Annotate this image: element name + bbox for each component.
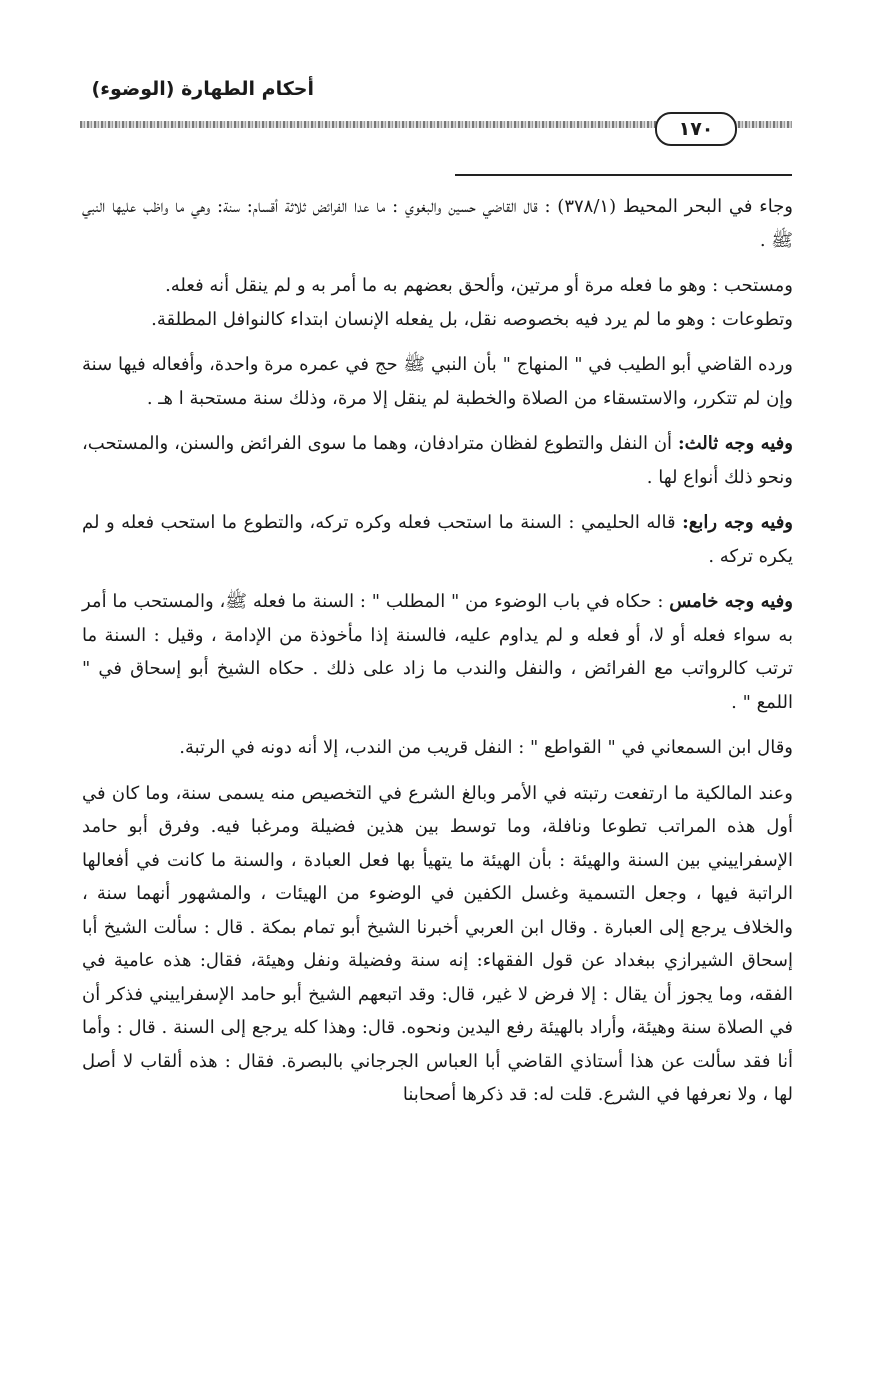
paragraph-lead: وفيه وجه خامس xyxy=(669,591,793,612)
paragraph-text: ورده القاضي أبو الطيب في " المنهاج " بأن النبي ﷺ حج في عمره مرة واحدة، وأفعاله فيها سنة وإن لم تتكرر، والاستسقاء من الصلاة والخطبة لم ينقل إلا مرة، وذلك سنة مستحبة ا هـ . xyxy=(82,354,793,409)
paragraph-lead: وفيه وجه رابع: xyxy=(682,512,793,533)
paragraph-text: وقال ابن السمعاني في " القواطع " : النفل قريب من الندب، إلا أنه دونه في الرتبة. xyxy=(179,737,793,758)
paragraph xyxy=(82,585,793,719)
paragraph-text: وعند المالكية ما ارتفعت رتبته في الأمر وبالغ الشرع في التخصيص منه يسمى سنة، وما كان في أول هذه المراتب تطوعا ونافلة، وما توسط بين هذين فضيلة ومرغبا فيه. وفرق أبو حامد الإسفراييني بين السنة والهيئة : بأن الهيئة ما يتهيأ بها فعل العبادة ، والسنة ما كانت في أفعالها الراتبة فيها ، وجعل التسمية وغسل الكفين في الوضوء من الهيئات ، والمشهور أنهما سنة ، والخلاف يرجع إلى العبارة . وقال ابن العربي أخبرنا الشيخ أبو تمام بمكة . قال : سألت الشيخ أبا إسحاق الشيرازي ببغداد عن قول الفقهاء: إنه سنة وفضيلة ونفل وهيئة، فقال: هذه عامية في الفقه، وما يجوز أن يقال : إلا فرض لا غير، قال: وقد اتبعهم الشيخ أبو حامد الإسفراييني فذكر أن في الصلاة سنة وهيئة، وأراد بالهيئة رفع اليدين ونحوه. قال: وهذا كله يرجع إلى السنة . قال : وأما أنا فقد سألت عن هذا أستاذي القاضي أبا العباس الجرجاني بالبصرة. فقال : هذه ألقاب لا أصل لها ، ولا نعرفها في الشرع. قلت له: قد ذكرها أصحابنا xyxy=(82,782,793,1105)
text-top-rule xyxy=(455,174,792,176)
paragraph xyxy=(82,506,793,573)
paragraph-text: أن النفل والتطوع لفظان مترادفان، وهما ما سوى الفرائض والسنن، والمستحب، ونحو ذلك أنواع لها . xyxy=(82,433,793,488)
page-number-badge: ١٧٠ xyxy=(655,112,737,146)
paragraph xyxy=(82,427,793,494)
paragraph-text: : حكاه في باب الوضوء من " المطلب " : السنة ما فعله ﷺ، والمستحب ما أمر به سواء فعله أو لا، أو فعله و لم يداوم عليه، فالسنة إذا مأخوذة من الإدامة ، وقيل : السنة ما ترتب كالرواتب مع الفرائض ، والنفل والندب ما زاد على ذلك . حكاه الشيخ أبو إسحاق في " اللمع " . xyxy=(82,591,793,713)
paragraph-text: قاله الحليمي : السنة ما استحب فعله وكره تركه، والتطوع ما استحب فعله و لم يكره تركه . xyxy=(82,512,793,567)
paragraph-text: ومستحب : وهو ما فعله مرة أو مرتين، وألحق بعضهم به ما أمر به و لم ينقل أنه فعله. xyxy=(165,275,793,296)
paragraph xyxy=(82,269,793,303)
paragraph-lead: وفيه وجه ثالث: xyxy=(677,433,793,454)
body-text xyxy=(82,190,793,1112)
paragraph xyxy=(82,190,793,257)
paragraph-text: وتطوعات : وهو ما لم يرد فيه بخصوصه نقل، بل يفعله الإنسان ابتداء كالنوافل المطلقة. xyxy=(151,308,793,330)
paragraph xyxy=(82,348,793,415)
paragraph xyxy=(82,731,793,765)
paragraph-text: وجاء في البحر المحيط (٣٧٨/١) : قال القاضي حسين والبغوي : ما عدا الفرائض ثلاثة أقسام: سنة: وهي ما واظب عليها النبي ﷺ . xyxy=(82,196,793,251)
paragraph xyxy=(82,303,793,337)
paragraph xyxy=(82,777,793,1112)
running-title: أحكام الطهارة (الوضوء) xyxy=(91,78,314,100)
